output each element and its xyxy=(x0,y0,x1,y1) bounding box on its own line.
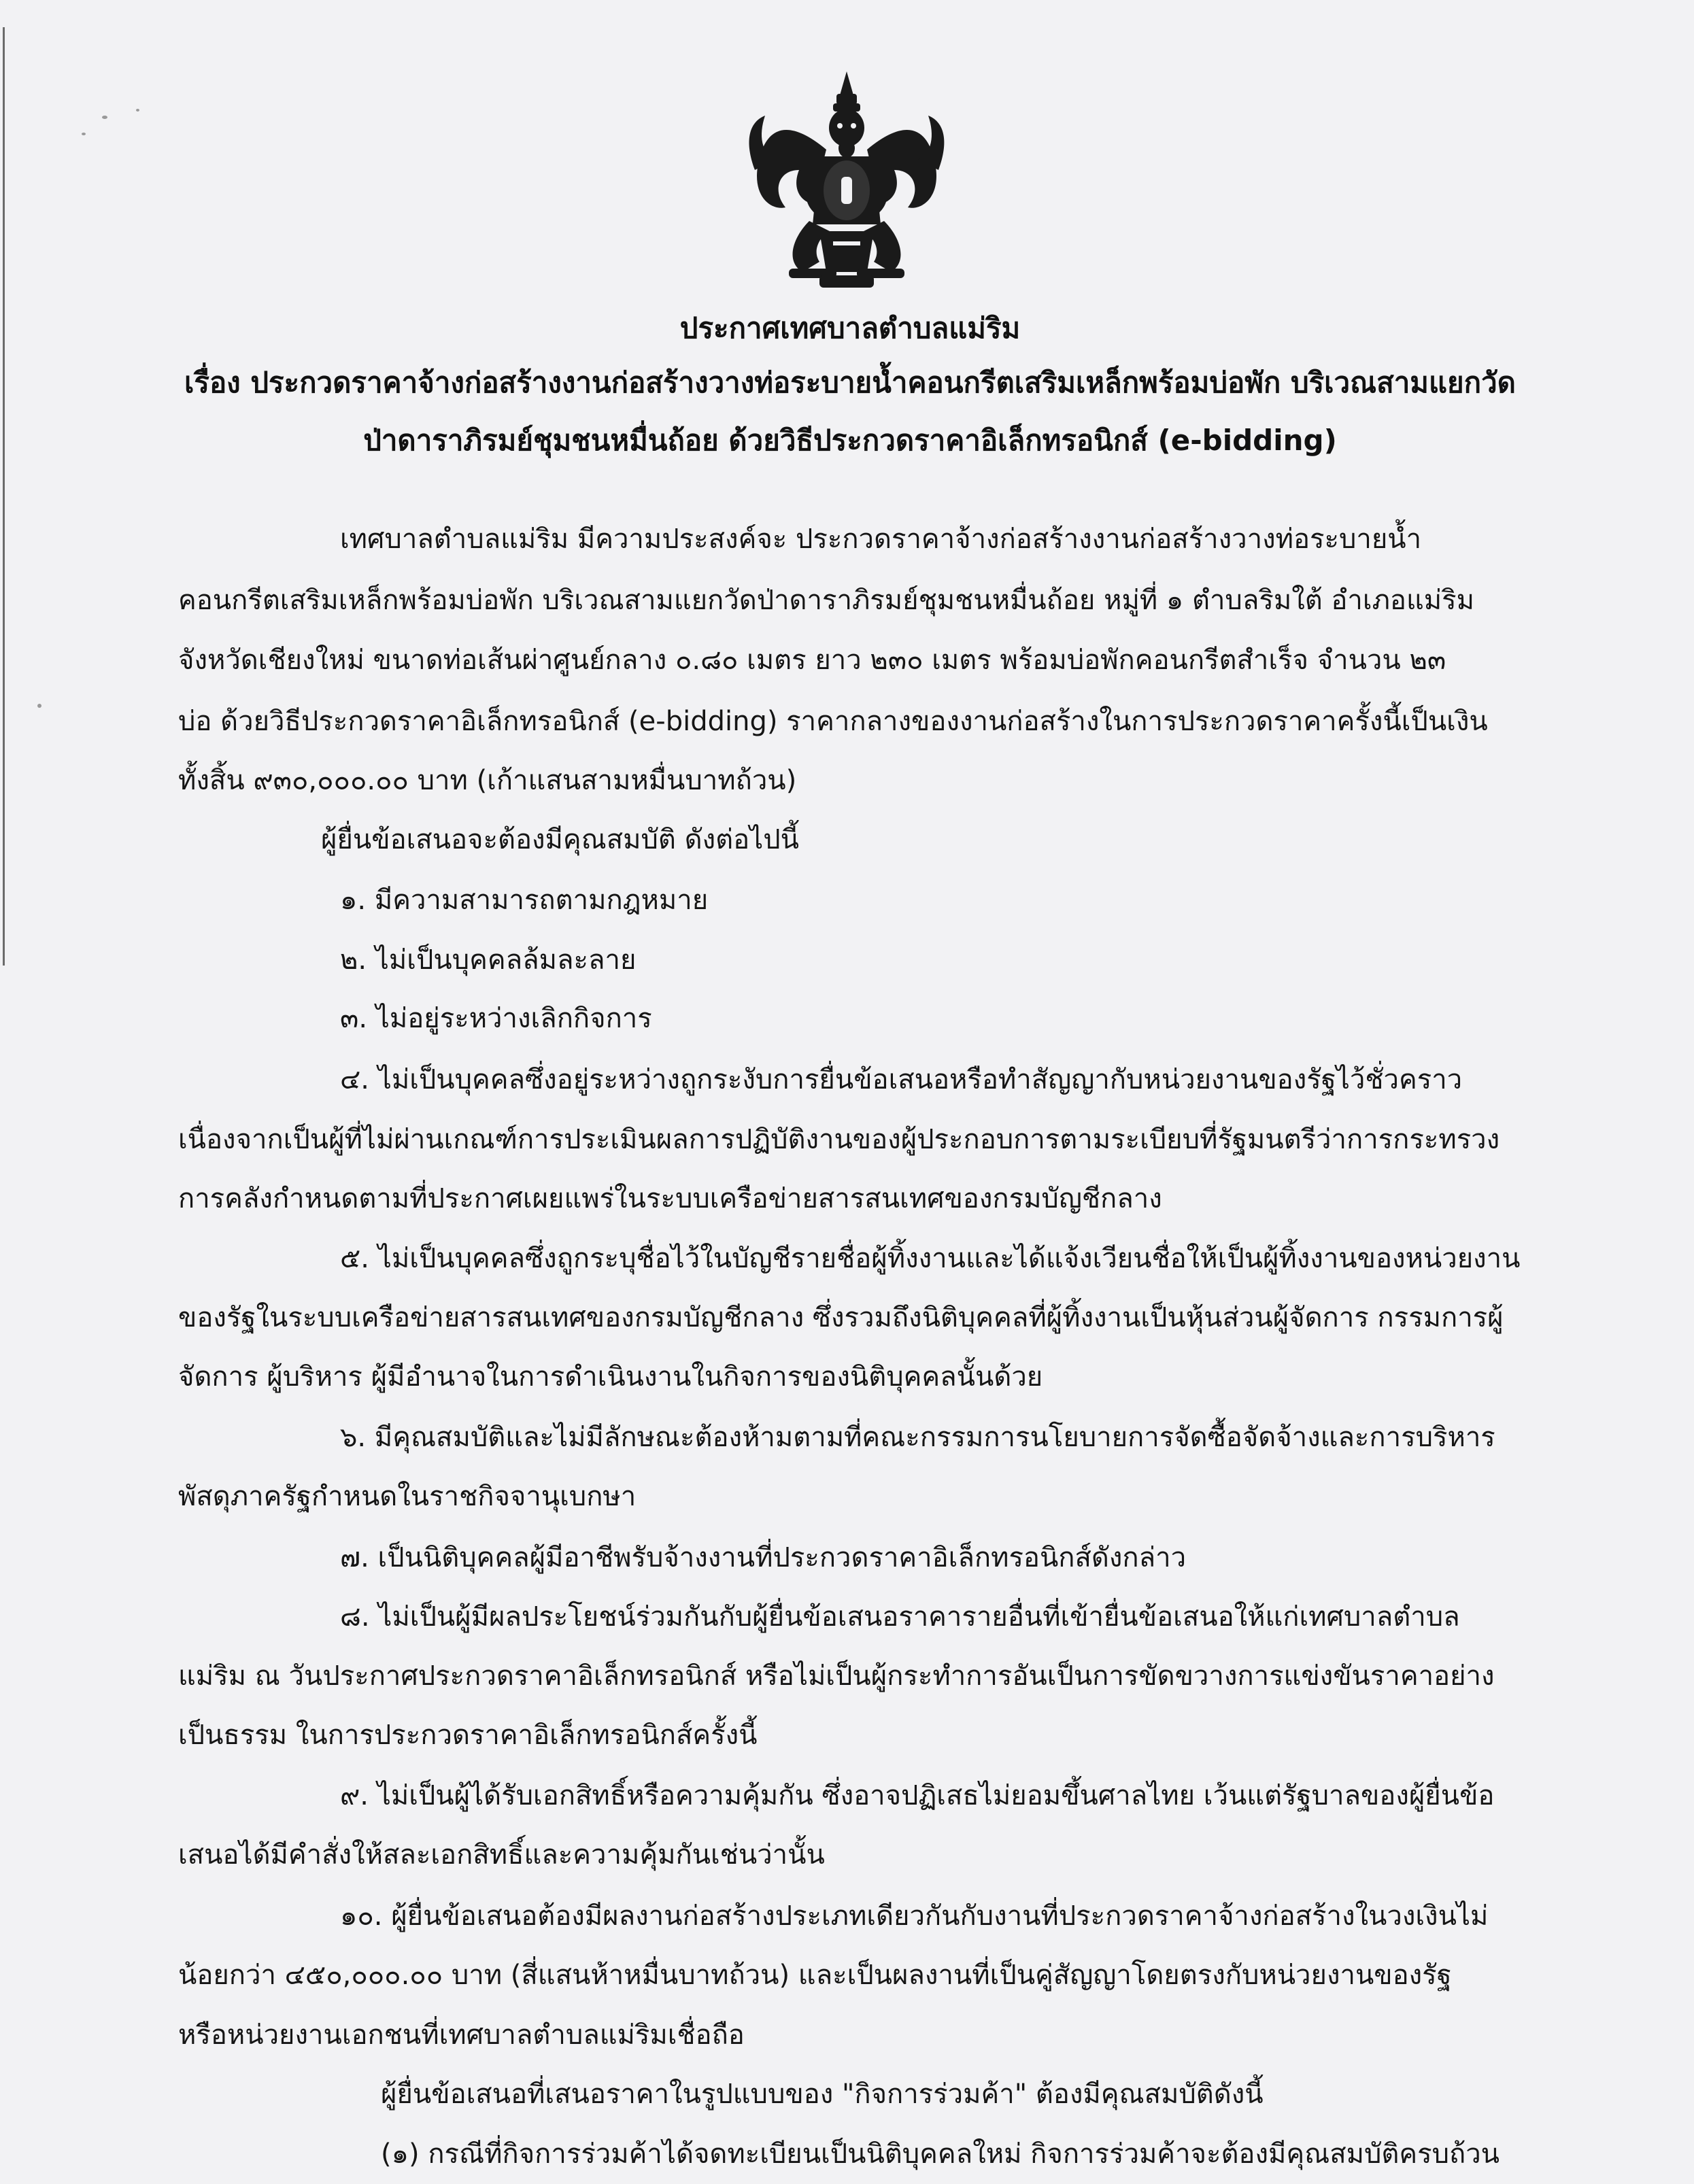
body-line: หรือหน่วยงานเอกชนที่เทศบาลตำบลแม่ริมเชื่อถือ xyxy=(178,2019,745,2051)
body-line: จังหวัดเชียงใหม่ ขนาดท่อเส้นผ่าศูนย์กลาง ๐.๘๐ เมตร ยาว ๒๓๐ เมตร พร้อมบ่อพักคอนกรีตสำเร็จ จำนวน ๒๓ xyxy=(178,645,1446,676)
body-line: เสนอได้มีคำสั่งให้สละเอกสิทธิ์และความคุ้มกันเช่นว่านั้น xyxy=(178,1839,825,1871)
qualification-item: ๓. ไม่อยู่ระหว่างเลิกกิจการ xyxy=(340,1003,652,1034)
body-line: น้อยกว่า ๔๕๐,๐๐๐.๐๐ บาท (สี่แสนห้าหมื่นบาทถ้วน) และเป็นผลงานที่เป็นคู่สัญญาโดยตรงกับหน่วยงานของรัฐ xyxy=(178,1960,1452,1991)
scan-speck xyxy=(136,109,139,112)
body-line: (๑) กรณีที่กิจการร่วมค้าได้จดทะเบียนเป็นนิติบุคคลใหม่ กิจการร่วมค้าจะต้องมีคุณสมบัติครบถ้วน xyxy=(381,2138,1500,2170)
qualification-item: ๑. มีความสามารถตามกฎหมาย xyxy=(340,885,709,916)
announcement-issuer: ประกาศเทศบาลตำบลแม่ริม xyxy=(679,311,1021,345)
body-line: จัดการ ผู้บริหาร ผู้มีอำนาจในการดำเนินงานในกิจการของนิติบุคคลนั้นด้วย xyxy=(178,1361,1043,1393)
body-line: ผู้ยื่นข้อเสนอที่เสนอราคาในรูปแบบของ "กิจการร่วมค้า" ต้องมีคุณสมบัติดังนี้ xyxy=(381,2079,1264,2110)
body-line: แม่ริม ณ วันประกาศประกวดราคาอิเล็กทรอนิกส์ หรือไม่เป็นผู้กระทำการอันเป็นการขัดขวางการแข่งขันราคาอย่าง xyxy=(178,1660,1495,1692)
qualification-item: ๒. ไม่เป็นบุคคลล้มละลาย xyxy=(340,944,637,976)
qualification-item: ๑๐. ผู้ยื่นข้อเสนอต้องมีผลงานก่อสร้างประเภทเดียวกันกับงานที่ประกวดราคาจ้างก่อสร้างในวงเงินไม่ xyxy=(340,1900,1489,1932)
body-line: เนื่องจากเป็นผู้ที่ไม่ผ่านเกณฑ์การประเมินผลการปฏิบัติงานของผู้ประกอบการตามระเบียบที่รัฐมนตรีว่าการกระทรวง xyxy=(178,1124,1500,1155)
qualification-item: ๖. มีคุณสมบัติและไม่มีลักษณะต้องห้ามตามที่คณะกรรมการนโยบายการจัดซื้อจัดจ้างและการบริหาร xyxy=(340,1422,1495,1453)
scan-speck xyxy=(82,133,86,135)
garuda-emblem-icon xyxy=(738,68,955,292)
qualification-item: ๕. ไม่เป็นบุคคลซึ่งถูกระบุชื่อไว้ในบัญชีรายชื่อผู้ทิ้งงานและได้แจ้งเวียนชื่อให้เป็นผู้ทิ้งงานของหน่วยงาน xyxy=(340,1243,1521,1274)
body-line: บ่อ ด้วยวิธีประกวดราคาอิเล็กทรอนิกส์ (e-bidding) ราคากลางของงานก่อสร้างในการประกวดราคาครั้งนี้เป็นเงิน xyxy=(178,706,1488,737)
scan-speck xyxy=(37,704,41,708)
body-line: เป็นธรรม ในการประกวดราคาอิเล็กทรอนิกส์ครั้งนี้ xyxy=(178,1720,758,1751)
body-line: คอนกรีตเสริมเหล็กพร้อมบ่อพัก บริเวณสามแยกวัดป่าดาราภิรมย์ชุมชนหมื่นถ้อย หมู่ที่ ๑ ตำบลริมใต้ อำเภอแม่ริม xyxy=(178,585,1474,616)
scan-speck xyxy=(102,116,107,119)
body-line: ทั้งสิ้น ๙๓๐,๐๐๐.๐๐ บาท (เก้าแสนสามหมื่นบาทถ้วน) xyxy=(178,765,797,796)
announcement-subject-line1: เรื่อง ประกวดราคาจ้างก่อสร้างงานก่อสร้างวางท่อระบายน้ำคอนกรีตเสริมเหล็กพร้อมบ่อพัก บริเวณสามแยกวัด xyxy=(184,366,1516,399)
qualification-item: ๙. ไม่เป็นผู้ได้รับเอกสิทธิ์หรือความคุ้มกัน ซึ่งอาจปฏิเสธไม่ยอมขึ้นศาลไทย เว้นแต่รัฐบาลของผู้ยื่นข้อ xyxy=(340,1780,1495,1811)
body-line: เทศบาลตำบลแม่ริม มีความประสงค์จะ ประกวดราคาจ้างก่อสร้างงานก่อสร้างวางท่อระบายน้ำ xyxy=(340,524,1422,555)
qualification-item: ๔. ไม่เป็นบุคคลซึ่งอยู่ระหว่างถูกระงับการยื่นข้อเสนอหรือทำสัญญากับหน่วยงานของรัฐไว้ชั่วคราว xyxy=(340,1064,1463,1095)
body-line: การคลังกำหนดตามที่ประกาศเผยแพร่ในระบบเครือข่ายสารสนเทศของกรมบัญชีกลาง xyxy=(178,1183,1162,1214)
body-line: ผู้ยื่นข้อเสนอจะต้องมีคุณสมบัติ ดังต่อไปนี้ xyxy=(321,824,799,855)
body-line: พัสดุภาครัฐกำหนดในราชกิจจานุเบกษา xyxy=(178,1481,637,1512)
qualification-item: ๘. ไม่เป็นผู้มีผลประโยชน์ร่วมกันกับผู้ยื่นข้อเสนอราคารายอื่นที่เข้ายื่นข้อเสนอให้แก่เทศบาลตำบล xyxy=(340,1601,1460,1633)
announcement-subject-line2: ป่าดาราภิรมย์ชุมชนหมื่นถ้อย ด้วยวิธีประกวดราคาอิเล็กทรอนิกส์ (e-bidding) xyxy=(363,424,1337,457)
scan-edge-line xyxy=(3,27,5,966)
body-line: ของรัฐในระบบเครือข่ายสารสนเทศของกรมบัญชีกลาง ซึ่งรวมถึงนิติบุคคลที่ผู้ทิ้งงานเป็นหุ้นส่วนผู้จัดการ กรรมการผู้ xyxy=(178,1302,1504,1333)
qualification-item: ๗. เป็นนิติบุคคลผู้มีอาชีพรับจ้างงานที่ประกวดราคาอิเล็กทรอนิกส์ดังกล่าว xyxy=(340,1542,1187,1573)
